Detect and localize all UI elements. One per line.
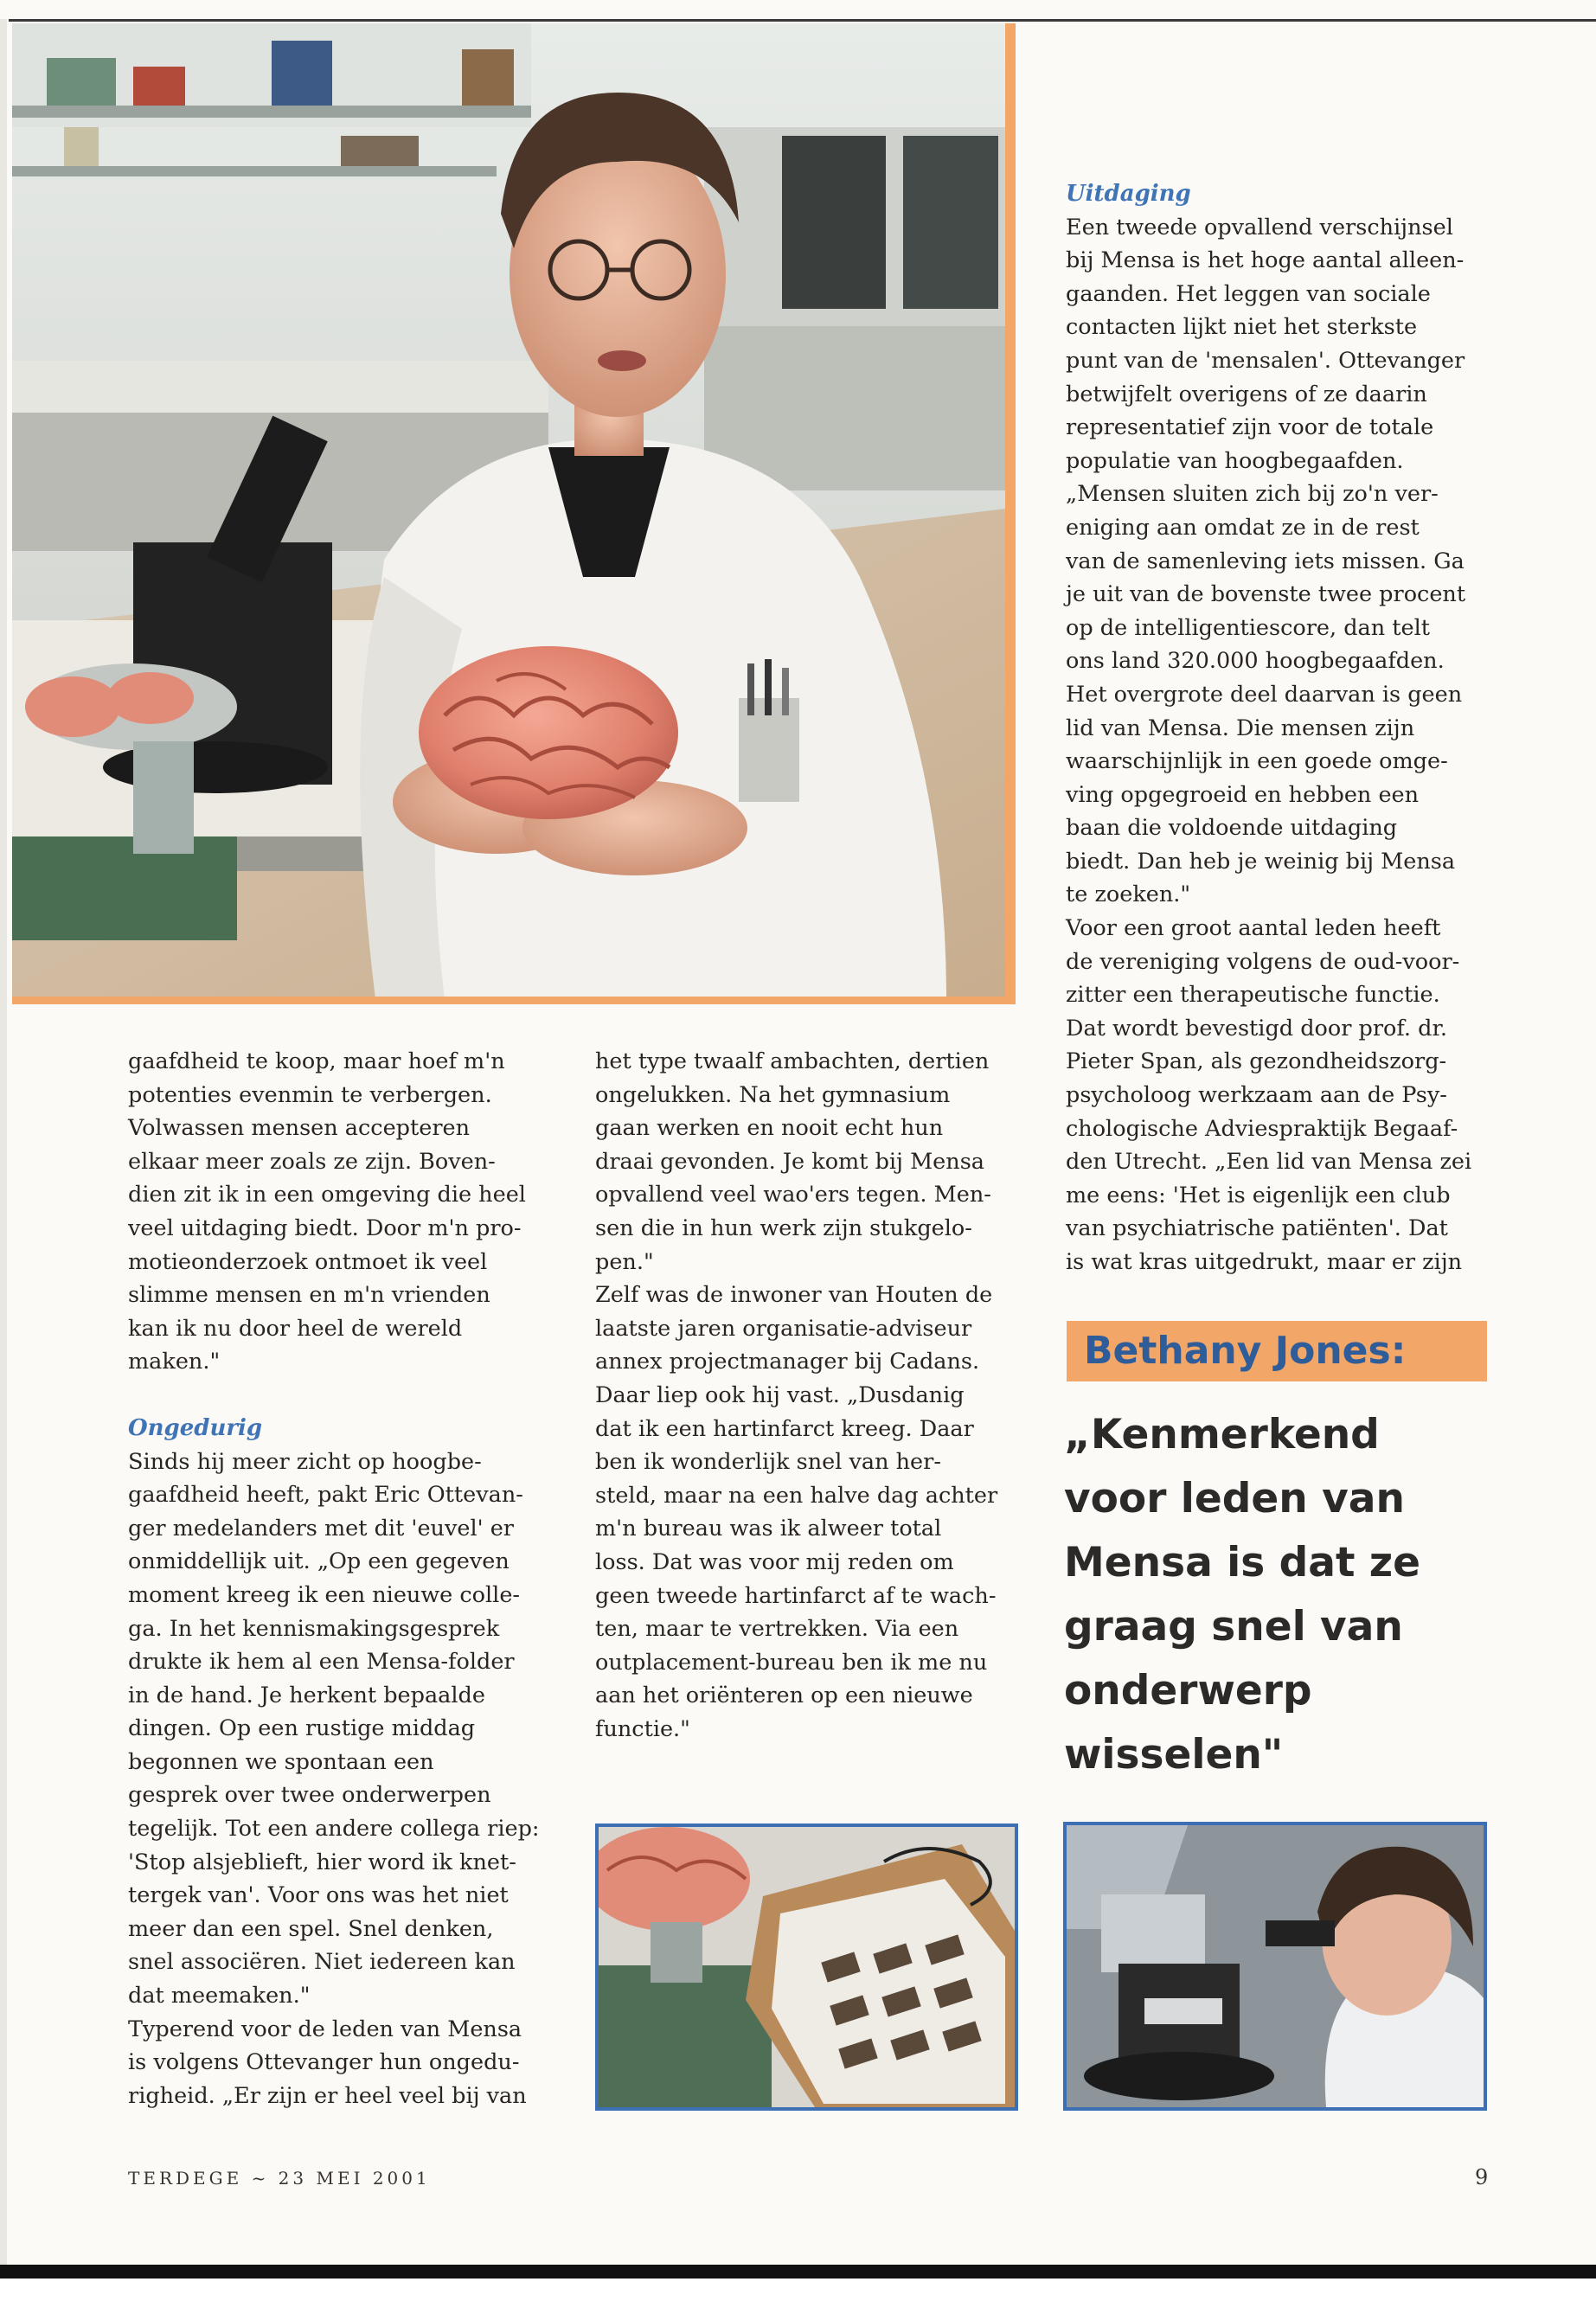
col1-paragraph-2: Sinds hij meer zicht op hoogbe- gaafdheid heeft, pakt Eric Ottevan- ger medelanders met dit 'euvel' er onmiddellijk uit. „Op een gegeven moment kreeg ik een nieuwe colle- ga. In het kennismakingsgesprek drukte ik hem al een Mensa-folder in de hand. Je herkent bepaalde dingen. Op een rustige middag begonnen we spontaan een gesprek over twee onderwerpen tegelijk. Tot een andere collega riep: 'Stop alsjeblieft, hier word ik knet- tergek van'. Voor ons was het niet meer dan een spel. Snel denken, snel associëren. Niet iedereen kan dat meemaken." [128,1448,540,2009]
callout-name-box [1067,1321,1487,1381]
column-1 [128,1045,578,2112]
top-rule [9,19,1596,22]
footer-publication: TERDEGE ~ 23 MEI 2001 [128,2168,431,2189]
col3-paragraph-2: Voor een groot aantal leden heeft de vereniging volgens de oud-voor- zitter een therapeutische functie. Dat wordt bevestigd door prof. dr. Pieter Span, als gezondheidszorg- psycholoog werkzaam aan de Psy- chologische Adviespraktijk Begaaf- den Utrecht. „Een lid van Mensa zei me eens: 'Het is eigenlijk een club van psychiatrische patiënten'. Dat is wat kras uitgedrukt, maar er zijn [1066,915,1472,1275]
thumbnail-brain-slides [595,1823,1018,2111]
thumbnail-microscope [1063,1822,1487,2111]
col2-paragraph-1: het type twaalf ambachten, dertien ongelukken. Na het gymnasium gaan werken en nooit echt hun draai gevonden. Je komt bij Mensa opvallend veel wao'ers tegen. Men- sen die in hun werk zijn stukgelo- pen." [595,1048,991,1275]
hero-photo [12,23,1013,999]
page-number: 9 [1475,2165,1489,2189]
bottom-margin [0,2279,1596,2301]
col3-paragraph-1: Een tweede opvallend verschijnsel bij Mensa is het hoge aantal alleen- gaanden. Het leggen van sociale contacten lijkt niet het sterkste punt van de 'mensalen'. Ottevanger betwijfelt overigens of ze daarin representatief zijn voor de totale populatie van hoogbegaafden. „Mensen sluiten zich bij zo'n ver- eniging aan omdat ze in de rest van de samenleving iets missen. Ga je uit van de bovenste twee procent op de intelligentiescore, dan telt ons land 320.000 hoogbegaafden. Het overgrote deel daarvan is geen lid van Mensa. Die mensen zijn waarschijnlijk in een goede omge- ving opgegroeid en hebben een baan die voldoende uitdaging biedt. Dan heb je weinig bij Mensa te zoeken." [1066,214,1466,908]
photo-frame-bottom [12,997,1016,1004]
photo-frame-right [1005,23,1016,1004]
callout-quote: „Kenmerkend voor leden van Mensa is dat ze graag snel van onderwerp wisselen" [1064,1411,1421,1779]
col1-paragraph-1: gaafdheid te koop, maar hoef m'n potenties evenmin te verbergen. Volwassen mensen accepteren elkaar meer zoals ze zijn. Boven- dien zit ik in een omgeving die heel veel uitdaging biedt. Door m'n pro- motieonderzoek ontmoet ik veel slimme mensen en m'n vrienden kan ik nu door heel de wereld maken." [128,1048,526,1375]
subhead-uitdaging: Uitdaging [1066,181,1191,207]
column-3 [1066,177,1516,1279]
subhead-ongedurig: Ongedurig [128,1414,263,1441]
column-2 [595,1045,1045,1746]
callout-name: Bethany Jones: [1084,1329,1407,1373]
col1-paragraph-3: Typerend voor de leden van Mensa is volgens Ottevanger hun ongedu- righeid. „Er zijn er heel veel bij van [128,2016,527,2109]
bottom-bar [0,2265,1596,2279]
page-left-edge [0,19,7,2265]
col2-paragraph-2: Zelf was de inwoner van Houten de laatste jaren organisatie-adviseur annex projectmanager bij Cadans. Daar liep ook hij vast. „Dusdanig dat ik een hartinfarct kreeg. Daar ben ik wonderlijk snel van her- steld, maar na een halve dag achter m'n bureau was ik alweer total loss. Dat was voor mij reden om geen tweede hartinfarct af te wach- ten, maar te vertrekken. Via een outplacement-bureau ben ik me nu aan het oriënteren op een nieuwe functie." [595,1282,998,1742]
